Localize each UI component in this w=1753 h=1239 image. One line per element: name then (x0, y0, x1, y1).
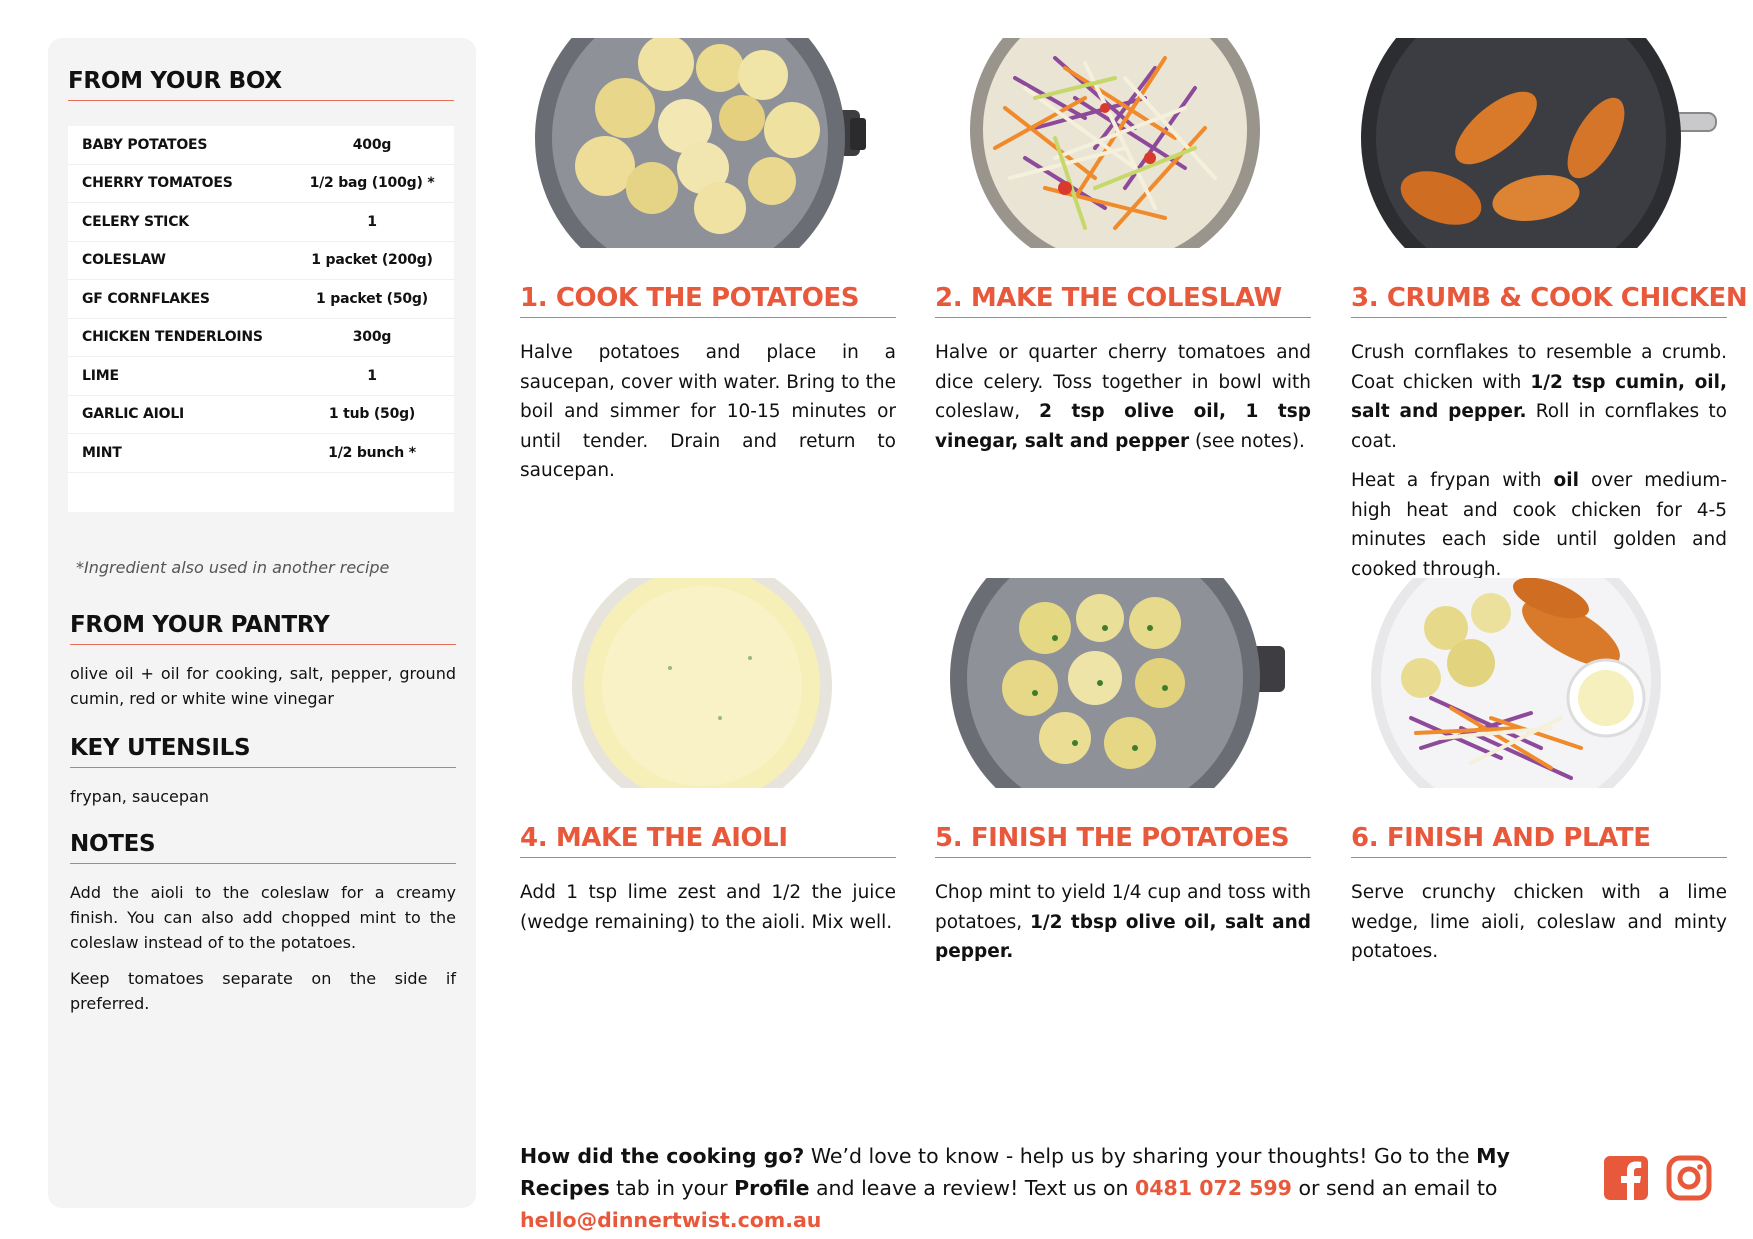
step-text: (see notes). (1189, 430, 1305, 452)
ingredient-qty: 1/2 bag (100g) * (309, 175, 435, 192)
step-text-bold: 1/2 tsp cumin, oil, salt and pepper. (1351, 371, 1728, 422)
ingredient-qty: 1 (367, 213, 377, 230)
instagram-icon[interactable] (1666, 1155, 1712, 1201)
ingredient-row (68, 357, 454, 396)
step-text: Roll in cornflakes to coat. (1351, 401, 1727, 452)
key-utensils-heading: KEY UTENSILS (70, 735, 456, 768)
ingredient-row (68, 434, 454, 473)
notes-text-1: Add the aioli to the coleslaw for a creamy finish. You can also add chopped mint to the coleslaw instead of to the potatoes. (70, 883, 456, 952)
footer-text: or send an email to (1291, 1176, 1498, 1200)
from-your-box-heading: FROM YOUR BOX (68, 68, 454, 101)
pantry-text: olive oil + oil for cooking, salt, pepper, ground cumin, red or white wine vinegar (70, 664, 456, 708)
step-paragraph (1351, 878, 1727, 967)
step-body (1351, 878, 1727, 967)
my-recipes-label: My Recipes (520, 1144, 1510, 1200)
notes-heading: NOTES (70, 831, 456, 864)
step-title: 4. MAKE THE AIOLI (520, 823, 896, 858)
ingredient-name: MINT (82, 444, 122, 461)
feedback-question: How did the cooking go? (520, 1144, 805, 1168)
step-paragraph (1351, 466, 1727, 584)
footer-text: We’d love to know - help us by sharing your thoughts! Go to the (804, 1144, 1477, 1168)
phone-number-link[interactable]: 0481 072 599 (1135, 1176, 1292, 1200)
profile-label: Profile (734, 1176, 810, 1200)
step-text: Add 1 tsp lime zest and 1/2 the juice (wedge remaining) to the aioli. Mix well. (520, 882, 896, 933)
ingredient-qty: 1 packet (200g) (311, 252, 433, 269)
ingredient-row (68, 396, 454, 435)
step-body (935, 878, 1311, 967)
step-text: Halve potatoes and place in a saucepan, cover with water. Bring to the boil and simmer for 10-15 minutes or until tender. Drain and return to saucepan. (520, 342, 896, 481)
footer-text: and leave a review! Text us on (809, 1176, 1136, 1200)
ingredient-name: GF CORNFLAKES (82, 290, 210, 307)
ingredient-qty: 400g (352, 136, 392, 153)
ingredient-qty: 300g (352, 329, 392, 346)
feedback-footer (520, 1140, 1580, 1236)
minty-potatoes-image (935, 578, 1311, 788)
step-text: Chop mint to yield 1/4 cup and toss with potatoes, (935, 882, 1311, 933)
step-text: Halve or quarter cherry tomatoes and dice celery. Toss together in bowl with coleslaw, (935, 342, 1311, 422)
ingredient-name: CHERRY TOMATOES (82, 175, 233, 192)
step-paragraph (935, 878, 1311, 967)
step-text-bold: oil (1553, 470, 1579, 491)
ingredient-name: BABY POTATOES (82, 136, 208, 153)
ingredient-row (68, 165, 454, 204)
ingredient-name: COLESLAW (82, 252, 166, 269)
step-title: 6. FINISH AND PLATE (1351, 823, 1727, 858)
ingredient-row (68, 203, 454, 242)
step-title: 3. CRUMB & COOK CHICKEN (1351, 283, 1727, 318)
step-text: Serve crunchy chicken with a lime wedge, lime aioli, coleslaw and minty potatoes. (1351, 882, 1727, 962)
step-paragraph (1351, 338, 1727, 456)
ingredients-sidebar (48, 38, 476, 1208)
step-title: 1. COOK THE POTATOES (520, 283, 896, 318)
ingredient-name: CELERY STICK (82, 213, 189, 230)
step-title: 5. FINISH THE POTATOES (935, 823, 1311, 858)
coleslaw-image (935, 38, 1311, 248)
ingredient-name: LIME (82, 367, 119, 384)
step-text: Heat a frypan with (1351, 470, 1554, 491)
facebook-icon[interactable] (1603, 1155, 1649, 1201)
email-link[interactable]: hello@dinnertwist.com.au (520, 1208, 822, 1232)
ingredient-qty: 1 (367, 367, 377, 384)
step-paragraph (520, 338, 896, 486)
boiled-potatoes-image (520, 38, 896, 248)
ingredient-name: CHICKEN TENDERLOINS (82, 329, 263, 346)
step-body (520, 338, 896, 486)
step-text: Crush cornflakes to resemble a crumb. Coat chicken with (1351, 342, 1727, 393)
footer-text: tab in your (609, 1176, 735, 1200)
ingredient-qty: 1 packet (50g) (316, 290, 428, 307)
ingredient-row (68, 319, 454, 358)
ingredient-footnote: *Ingredient also used in another recipe (76, 558, 390, 577)
crumbed-chicken-image (1351, 38, 1727, 248)
step-body (1351, 338, 1727, 584)
ingredient-row (68, 242, 454, 281)
ingredient-row (68, 280, 454, 319)
step-body (520, 878, 896, 937)
step-paragraph (520, 878, 896, 937)
ingredient-qty: 1/2 bunch * (328, 444, 416, 461)
step-text-bold: 2 tsp olive oil, 1 tsp vinegar, salt and pepper (935, 401, 1311, 452)
step-text: over medium-high heat and cook chicken for 4-5 minutes each side until golden and cooked through. (1351, 470, 1727, 580)
step-text-bold: 1/2 tbsp olive oil, salt and pepper. (935, 911, 1311, 962)
utensils-text: frypan, saucepan (70, 787, 209, 806)
step-body (935, 338, 1311, 456)
from-your-pantry-heading: FROM YOUR PANTRY (70, 612, 456, 645)
ingredient-name: GARLIC AIOLI (82, 406, 185, 423)
step-title: 2. MAKE THE COLESLAW (935, 283, 1311, 318)
step-paragraph (935, 338, 1311, 456)
plated-meal-image (1351, 578, 1727, 788)
ingredients-table (68, 126, 454, 512)
ingredient-qty: 1 tub (50g) (328, 406, 416, 423)
ingredient-row (68, 126, 454, 165)
notes-text-2: Keep tomatoes separate on the side if preferred. (70, 969, 456, 1013)
aioli-image (520, 578, 896, 788)
